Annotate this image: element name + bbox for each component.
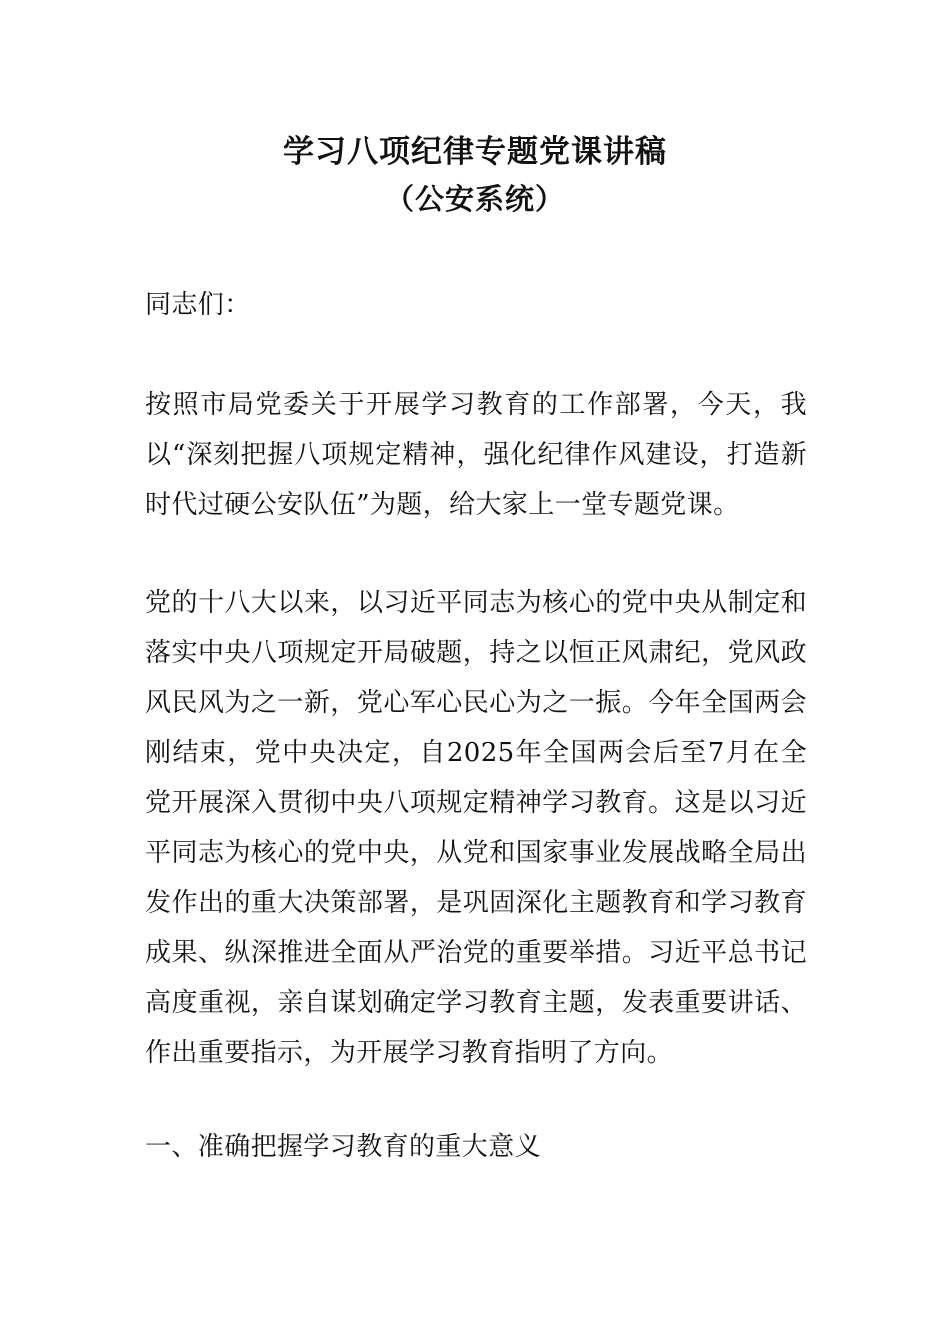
document-title: 学习八项纪律专题党课讲稿: [283, 134, 667, 170]
salutation: 同志们：: [145, 290, 251, 320]
paragraph-background: 党的十八大以来，以习近平同志为核心的党中央从制定和落实中央八项规定开局破题，持之以恒正风肃纪，党风政风民风为之一新，党心军心民心为之一振。今年全国两会刚结束，党中央决定，自2025年全国两会后至7月在全党开展深入贯彻中央八项规定精神学习教育。这是以习近平同志为核心的党中央，从党和国家事业发展战略全局出发作出的重大决策部署，是巩固深化主题教育和学习教育成果、纵深推进全面从严治党的重要举措。习近平总书记高度重视，亲自谋划确定学习教育主题，发表重要讲话、作出重要指示，为开展学习教育指明了方向。: [145, 588, 807, 1068]
document-subtitle: （公安系统）: [384, 182, 565, 216]
paragraph-intro: 按照市局党委关于开展学习教育的工作部署，今天，我以“深刻把握八项规定精神，强化纪律作风建设，打造新时代过硬公安队伍”为题，给大家上一堂专题党课。: [145, 390, 807, 520]
title-block: [0, 128, 950, 222]
section-heading: 一、准确把握学习教育的重大意义: [145, 1132, 542, 1162]
